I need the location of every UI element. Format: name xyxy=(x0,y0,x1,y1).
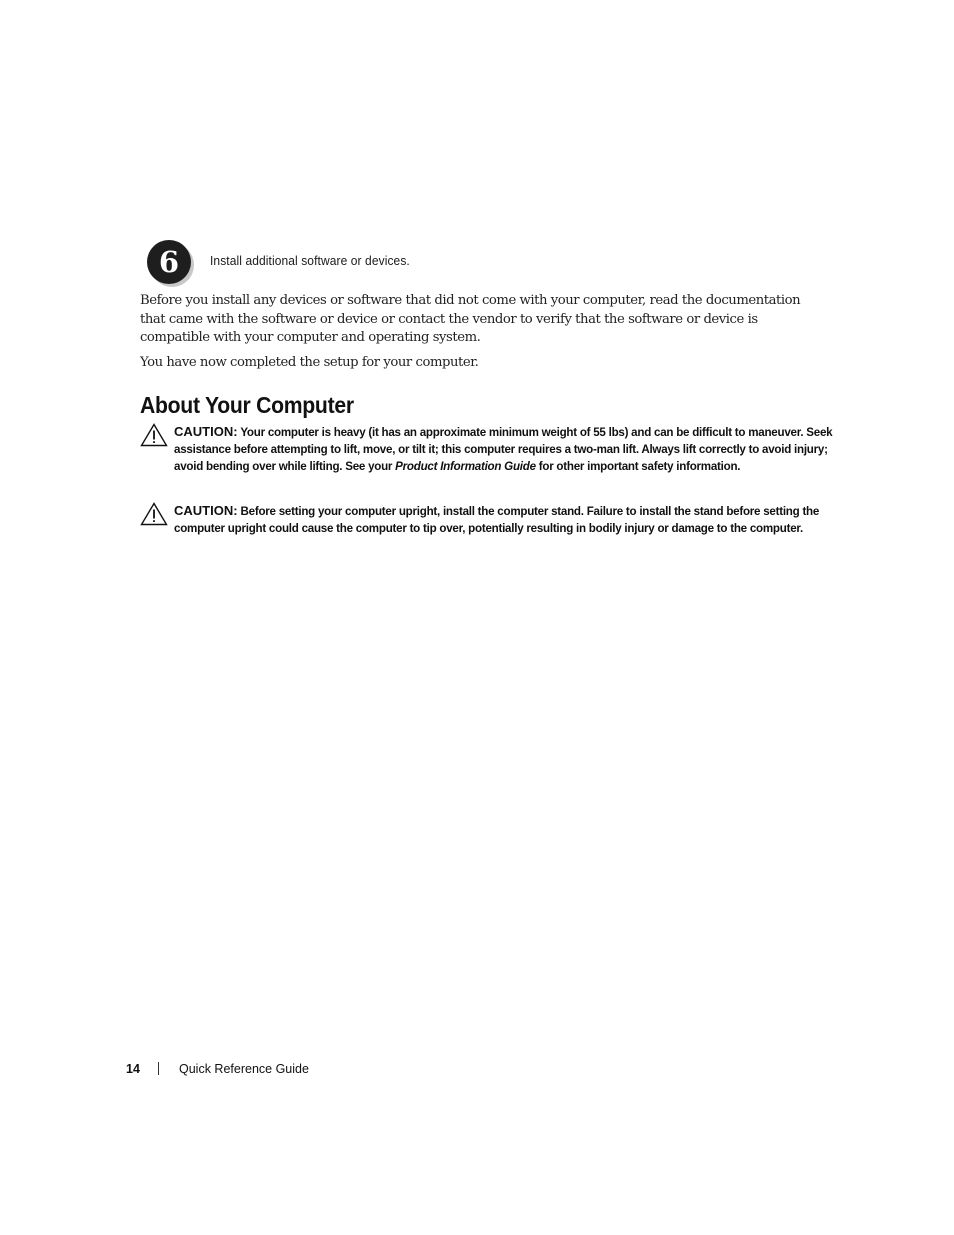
section-heading: About Your Computer xyxy=(140,392,354,418)
footer-divider xyxy=(158,1062,159,1075)
caution-body-end: for other important safety information. xyxy=(535,460,741,474)
caution-note xyxy=(140,423,833,476)
step-label: Install additional software or devices. xyxy=(210,254,410,268)
numbered-circle-icon xyxy=(145,238,197,290)
page-footer xyxy=(126,1062,309,1076)
warning-triangle-icon xyxy=(140,423,168,447)
caution-text xyxy=(174,502,834,537)
footer-title: Quick Reference Guide xyxy=(179,1062,309,1076)
warning-triangle-icon xyxy=(140,502,168,526)
caution-note xyxy=(140,502,830,537)
completion-paragraph: You have now completed the setup for your computer. xyxy=(140,355,479,370)
caution-body-start: Your computer is heavy (it has an approximate minimum weight of 55 lbs) and can be difficult to maneuver. Seek assistance before attempting to lift, move, or tilt it; this computer requires a two-man lift. Always lift correctly to avoid injury; avoid bending over while lifting. See your xyxy=(174,426,833,474)
page-number: 14 xyxy=(126,1062,140,1076)
document-reference: Product Information Guide xyxy=(395,460,536,474)
caution-label: CAUTION: xyxy=(174,503,238,518)
step-number: 6 xyxy=(158,245,180,279)
caution-body: Before setting your computer upright, install the computer stand. Failure to install the stand before setting the computer upright could cause the computer to tip over, potentially resulting in bodily injury or damage to the computer. xyxy=(174,505,820,536)
caution-label: CAUTION: xyxy=(174,424,238,439)
caution-text xyxy=(174,423,834,476)
intro-paragraph: Before you install any devices or software that did not come with your computer, read the documentation that came with the software or device or contact the vendor to verify that the software or device is compatible with your computer and operating system. xyxy=(140,293,801,345)
step-badge xyxy=(145,238,197,290)
